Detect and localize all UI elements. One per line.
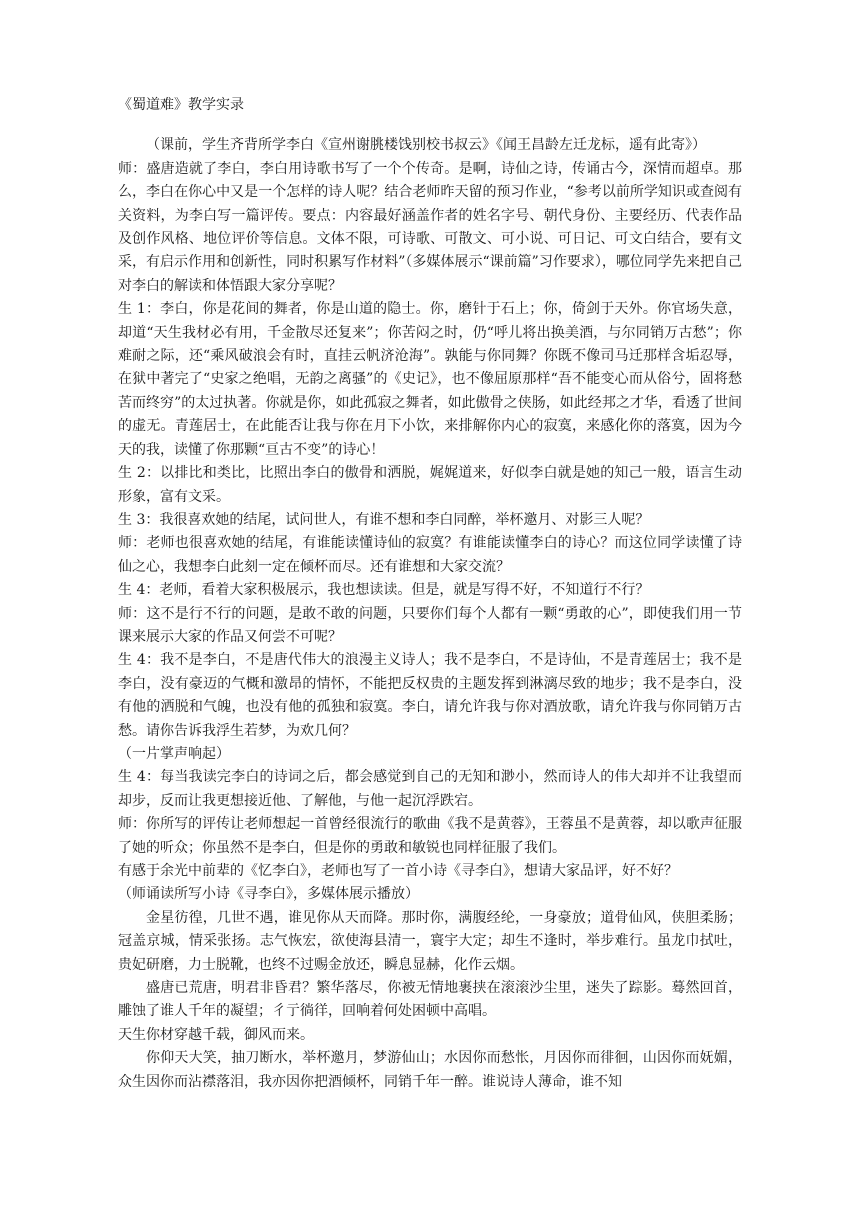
paragraph: 师：盛唐造就了李白，李白用诗歌书写了一个个传奇。是啊，诗仙之诗，传诵古今，深情而超卓。那么，李白在你心中又是一个怎样的诗人呢？结合老师昨天留的预习作业，“参考以前所学知识或查阅有关资料，为李白写一篇评传。要点：内容最好涵盖作者的姓名字号、朝代身份、主要经历、代表作品及创作风格、地位评价等信息。文体不限，可诗歌、可散文、可小说、可日记、可文白结合，要有文采，有启示作用和创新性，同时积累写作材料”（多媒体展示“课前篇”习作要求），哪位同学先来把自己对李白的解读和体悟跟大家分享呢？ bbox=[118, 160, 742, 294]
paragraph: 师：老师也很喜欢她的结尾，有谁能读懂诗仙的寂寞？有谁能读懂李白的诗心？而这位同学读懂了诗仙之心，我想李白此刻一定在倾杯而尽。还有谁想和大家交流？ bbox=[118, 535, 742, 575]
document-body bbox=[118, 134, 742, 1094]
paragraph: 有感于余光中前辈的《忆李白》，老师也写了一首小诗《寻李白》，想请大家品评，好不好？ bbox=[118, 863, 678, 879]
paragraph: 生 3：我很喜欢她的结尾，试问世人，有谁不想和李白同醉，举杯邀月、对影三人呢？ bbox=[118, 511, 650, 528]
paragraph: 你仰天大笑，抽刀断水，举杯邀月，梦游仙山；水因你而愁怅，月因你而徘徊，山因你而妩媚，众生因你而沾襟落泪，我亦因你把酒倾杯，同销千年一醉。谁说诗人薄命，谁不知 bbox=[118, 1050, 742, 1090]
paragraph: 生 2：以排比和类比，比照出李白的傲骨和洒脱，娓娓道来，好似李白就是她的知己一般，语言生动形象，富有文采。 bbox=[118, 465, 742, 505]
document-page bbox=[118, 94, 742, 1094]
paragraph: 天生你材穿越千载，御风而来。 bbox=[118, 1026, 314, 1043]
paragraph: 生 4：每当我读完李白的诗词之后，都会感觉到自己的无知和渺小，然而诗人的伟大却并不让我望而却步，反而让我更想接近他、了解他，与他一起沉浮跌宕。 bbox=[118, 769, 742, 809]
paragraph: 生 4：我不是李白，不是唐代伟大的浪漫主义诗人；我不是李白，不是诗仙，不是青莲居士；我不是李白，没有豪迈的气概和激昂的情怀，不能把反权贵的主题发挥到淋漓尽致的地步；我不是李白，没有他的洒脱和气魄，也没有他的孤独和寂寞。李白，请允许我与你对酒放歌，请允许我与你同销万古愁。请你告诉我浮生若梦，为欢几何？ bbox=[118, 652, 742, 739]
paragraph: （课前，学生齐背所学李白《宣州谢朓楼饯别校书叔云》《闻王昌龄左迁龙标，遥有此寄》） bbox=[146, 137, 706, 154]
paragraph: 生 4：老师，看着大家积极展示，我也想读读。但是，就是写得不好，不知道行不行？ bbox=[118, 582, 650, 599]
paragraph: 师：你所写的评传让老师想起一首曾经很流行的歌曲《我不是黄蓉》，王蓉虽不是黄蓉，却以歌声征服了她的听众；你虽然不是李白，但是你的勇敢和敏锐也同样征服了我们。 bbox=[118, 816, 742, 856]
document-title: 《蜀道难》教学实录 bbox=[118, 97, 244, 113]
paragraph: 生 1：李白，你是花间的舞者，你是山道的隐士。你，磨针于石上；你，倚剑于天外。你官场失意，却道“天生我材必有用，千金散尽还复来”；你苦闷之时，仍“呼儿将出换美酒，与尔同销万古愁”；你难耐之际，还“乘风破浪会有时，直挂云帆济沧海”。孰能与你同舞？你既不像司马迁那样含垢忍辱，在狱中著完了“史家之绝唱，无韵之离骚”的《史记》，也不像屈原那样“吾不能变心而从俗兮，固将愁苦而终穷”的太过执著。你就是你，如此孤寂之舞者，如此傲骨之侠肠，如此经邦之才华，看透了世间的虚无。青莲居士，在此能否让我与你在月下小饮，来排解你内心的寂寞，来感化你的落寞，因为今天的我，读懂了你那颗“亘古不变”的诗心！ bbox=[118, 301, 742, 458]
paragraph: 师：这不是行不行的问题，是敢不敢的问题，只要你们每个人都有一颗“勇敢的心”，即使我们用一节课来展示大家的作品又何尝不可呢？ bbox=[118, 605, 742, 645]
paragraph: 盛唐已荒唐，明君非昏君？繁华落尽，你被无情地裹挟在滚滚沙尘里，迷失了踪影。蓦然回首，雕蚀了谁人千年的凝望；彳亍徜徉，回响着何处困顿中高唱。 bbox=[118, 980, 742, 1020]
paragraph: 金星彷徨，几世不遇，谁见你从天而降。那时你，满腹经纶，一身豪放；道骨仙风，侠胆柔肠；冠盖京城，情采张扬。志气恢宏，欲使海县清一，寰宇大定；却生不逢时，举步难行。虽龙巾拭吐，贵妃研磨，力士脱靴，也终不过赐金放还，瞬息显赫，化作云烟。 bbox=[118, 909, 742, 973]
paragraph: （一片掌声响起） bbox=[118, 745, 230, 762]
paragraph: （师诵读所写小诗《寻李白》，多媒体展示播放） bbox=[118, 886, 419, 903]
